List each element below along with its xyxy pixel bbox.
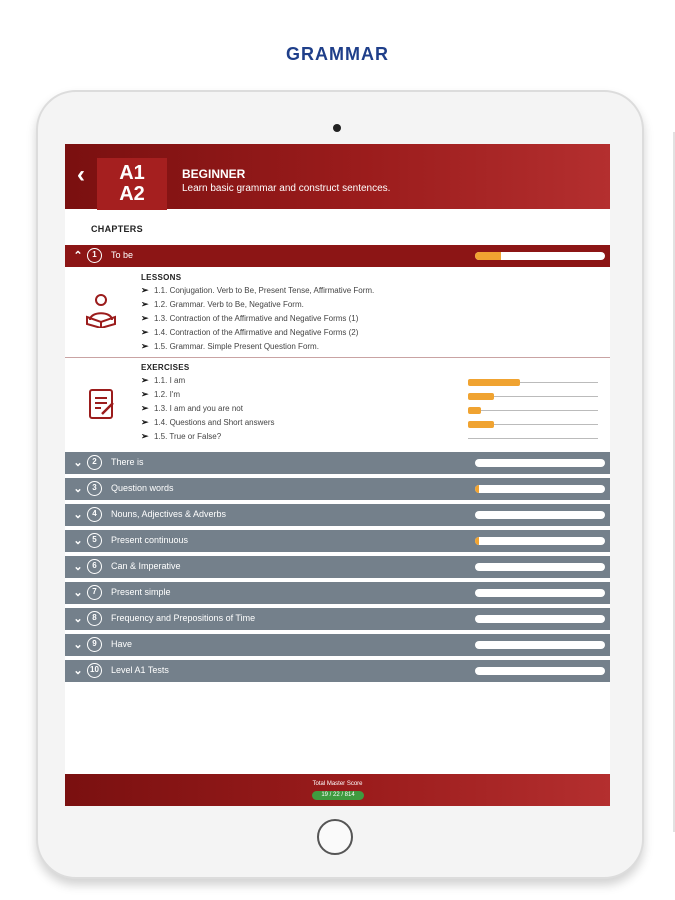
chapter-number: 6 xyxy=(87,559,102,574)
exercises-section xyxy=(65,358,610,451)
chapter-progress-bar xyxy=(475,563,605,571)
chevron-down-icon[interactable]: ⌄ xyxy=(73,509,83,521)
chapter-number: 4 xyxy=(87,507,102,522)
exercise-progress-bar xyxy=(468,396,598,397)
play-icon: ➢ xyxy=(141,389,149,399)
level-header xyxy=(65,144,610,209)
chapter-title: Can & Imperative xyxy=(111,561,181,571)
lesson-item[interactable]: ➢ 1.3. Contraction of the Affirmative and Negative Forms (1) xyxy=(141,313,359,323)
chevron-down-icon[interactable]: ⌄ xyxy=(73,457,83,469)
lesson-item[interactable]: ➢ 1.2. Grammar. Verb to Be, Negative Form. xyxy=(141,299,304,309)
chapter-progress-bar xyxy=(475,589,605,597)
page-caption: GRAMMAR xyxy=(286,44,389,64)
chevron-left-icon[interactable]: ‹ xyxy=(77,161,85,188)
exercises-label: EXERCISES xyxy=(141,363,190,372)
exercise-item[interactable]: ➢ 1.2. I'm xyxy=(141,389,180,399)
play-icon: ➢ xyxy=(141,417,149,427)
chapter-title: There is xyxy=(111,457,144,467)
chapter-number: 1 xyxy=(87,248,102,263)
play-icon: ➢ xyxy=(141,313,149,323)
level-badge xyxy=(97,158,167,210)
chevron-down-icon[interactable]: ⌄ xyxy=(73,561,83,573)
chevron-down-icon[interactable]: ⌄ xyxy=(73,665,83,677)
play-icon: ➢ xyxy=(141,285,149,295)
exercise-item[interactable]: ➢ 1.5. True or False? xyxy=(141,431,222,441)
chapter-number: 8 xyxy=(87,611,102,626)
chapter-progress-bar xyxy=(475,459,605,467)
exercise-progress-bar xyxy=(468,424,598,425)
chapter-number: 10 xyxy=(87,663,102,678)
camera-dot xyxy=(333,124,341,132)
exercise-progress-bar xyxy=(468,410,598,411)
chapter-progress-bar xyxy=(475,511,605,519)
reading-person-icon xyxy=(83,292,119,328)
exercise-progress-fill xyxy=(468,379,520,386)
play-icon: ➢ xyxy=(141,327,149,337)
chapter-progress-bar xyxy=(475,667,605,675)
play-icon: ➢ xyxy=(141,341,149,351)
chapter-progress-fill xyxy=(475,252,501,260)
lessons-section xyxy=(65,267,610,357)
chapter-title: Present continuous xyxy=(111,535,189,545)
exercise-item[interactable]: ➢ 1.4. Questions and Short answers xyxy=(141,417,275,427)
chapter-row-3[interactable] xyxy=(65,478,610,500)
play-icon: ➢ xyxy=(141,299,149,309)
chapter-row-2[interactable] xyxy=(65,452,610,474)
home-button[interactable] xyxy=(317,819,353,855)
total-score-badge: 19 / 22 / 814 xyxy=(312,791,364,800)
chapter-row-1[interactable] xyxy=(65,245,610,267)
chapter-row-6[interactable] xyxy=(65,556,610,578)
total-score-label: Total Master Score xyxy=(312,781,363,787)
chapter-number: 9 xyxy=(87,637,102,652)
exercise-item[interactable]: ➢ 1.1. I am xyxy=(141,375,186,385)
level-subtitle: Learn basic grammar and construct sentences. xyxy=(182,183,391,194)
chevron-down-icon[interactable]: ⌄ xyxy=(73,639,83,651)
play-icon: ➢ xyxy=(141,431,149,441)
chapter-title: Level A1 Tests xyxy=(111,665,169,675)
chapter-row-4[interactable] xyxy=(65,504,610,526)
chapter-title: Present simple xyxy=(111,587,171,597)
chapter-progress-bar xyxy=(475,641,605,649)
play-icon: ➢ xyxy=(141,375,149,385)
lesson-item[interactable]: ➢ 1.4. Contraction of the Affirmative and Negative Forms (2) xyxy=(141,327,359,337)
chapter-progress-fill xyxy=(475,537,479,545)
exercise-progress-fill xyxy=(468,393,494,400)
exercise-progress-bar xyxy=(468,438,598,439)
exercise-item[interactable]: ➢ 1.3. I am and you are not xyxy=(141,403,243,413)
lessons-label: LESSONS xyxy=(141,273,182,282)
chapter-row-7[interactable] xyxy=(65,582,610,604)
chapter-row-8[interactable] xyxy=(65,608,610,630)
chapter-row-5[interactable] xyxy=(65,530,610,552)
chapter-number: 2 xyxy=(87,455,102,470)
app-screen xyxy=(65,144,610,806)
chapter-title: Nouns, Adjectives & Adverbs xyxy=(111,509,227,519)
chapter-title: Question words xyxy=(111,483,174,493)
chapter-number: 5 xyxy=(87,533,102,548)
chapter-number: 7 xyxy=(87,585,102,600)
level-title: BEGINNER xyxy=(182,167,246,181)
level-badge-line1: A1 xyxy=(119,162,145,184)
lesson-item[interactable]: ➢ 1.5. Grammar. Simple Present Question Form. xyxy=(141,341,319,351)
chapter-progress-bar xyxy=(475,615,605,623)
exercise-progress-fill xyxy=(468,421,494,428)
exercise-progress-bar xyxy=(468,382,598,383)
chevron-up-icon[interactable]: ⌃ xyxy=(73,250,83,262)
chapter-progress-bar xyxy=(475,485,605,493)
play-icon: ➢ xyxy=(141,403,149,413)
chevron-down-icon[interactable]: ⌄ xyxy=(73,483,83,495)
score-footer xyxy=(65,774,610,806)
lesson-item[interactable]: ➢ 1.1. Conjugation. Verb to Be, Present Tense, Affirmative Form. xyxy=(141,285,375,295)
chapters-label: CHAPTERS xyxy=(91,224,143,234)
chapter-row-9[interactable] xyxy=(65,634,610,656)
exercise-progress-fill xyxy=(468,407,481,414)
chevron-down-icon[interactable]: ⌄ xyxy=(73,587,83,599)
exercise-sheet-icon xyxy=(88,388,116,420)
chapter-progress-bar xyxy=(475,537,605,545)
chevron-down-icon[interactable]: ⌄ xyxy=(73,535,83,547)
chapter-row-10[interactable] xyxy=(65,660,610,682)
chapter-number: 3 xyxy=(87,481,102,496)
chapter-progress-fill xyxy=(475,485,479,493)
chevron-down-icon[interactable]: ⌄ xyxy=(73,613,83,625)
chapter-title: Have xyxy=(111,639,133,649)
level-badge-line2: A2 xyxy=(119,183,145,205)
chapter-title: To be xyxy=(111,250,134,260)
chapter-title: Frequency and Prepositions of Time xyxy=(111,613,256,623)
chapter-progress-bar xyxy=(475,252,605,260)
